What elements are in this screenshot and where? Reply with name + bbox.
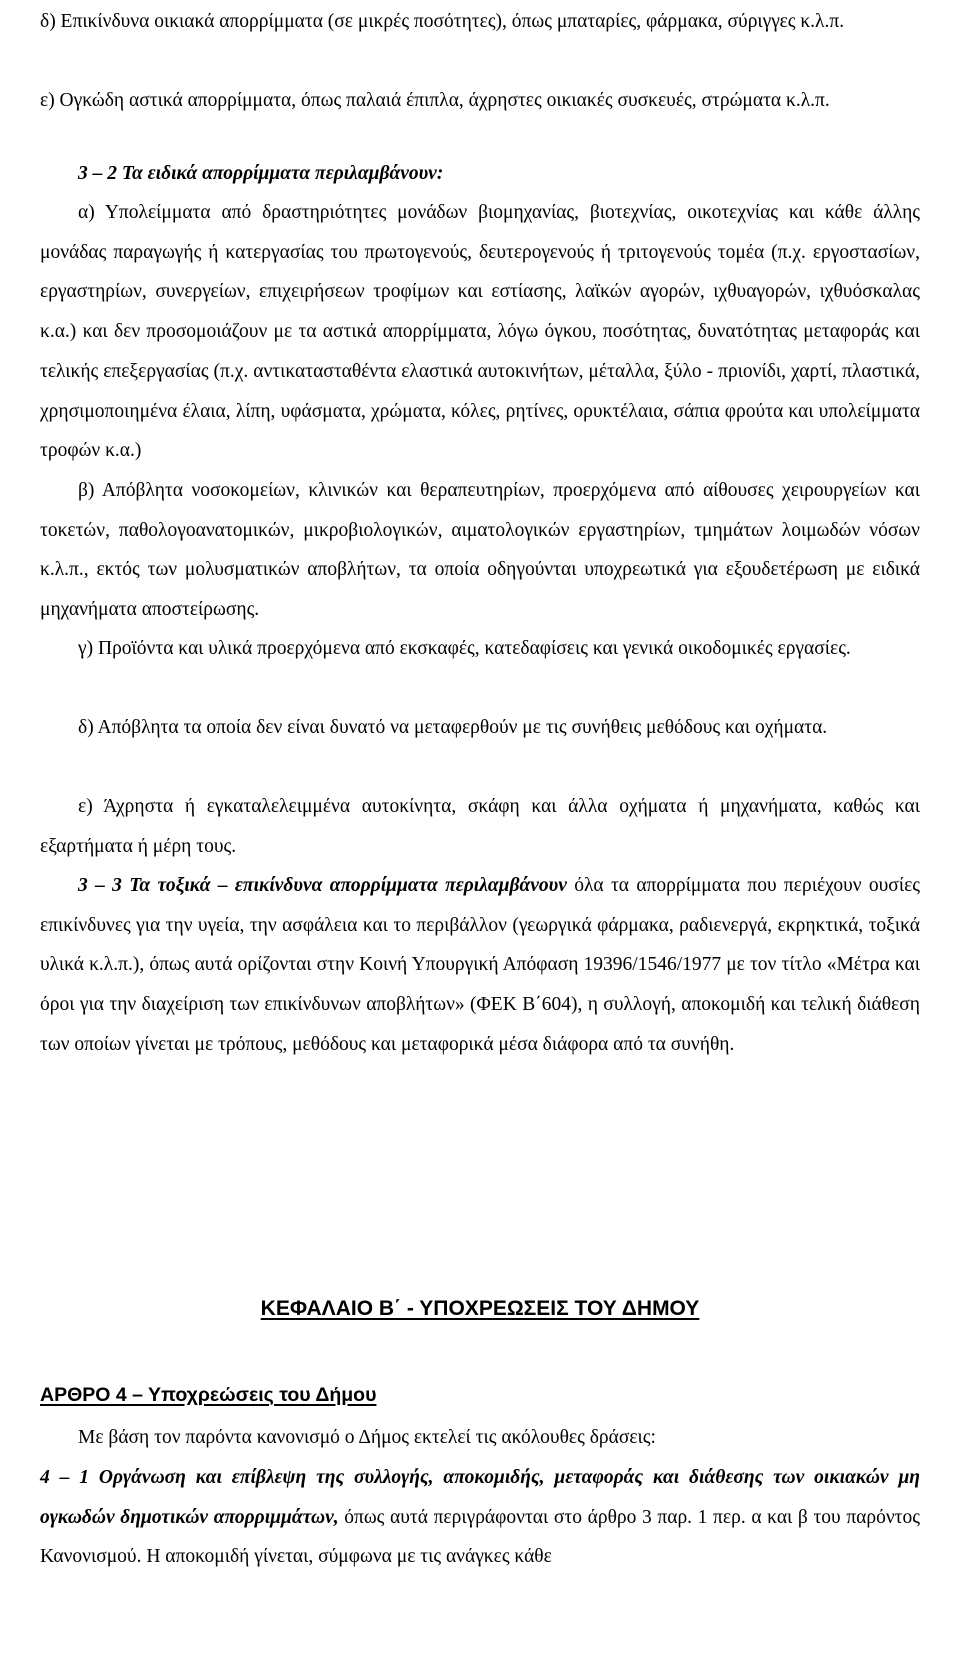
paragraph-3-2-a: α) Υπολείμματα από δραστηριότητες μονάδων βιομηχανίας, βιοτεχνίας, οικοτεχνίας και κάθε άλλης μονάδας παραγωγής ή κατεργασίας του πρωτογενούς, δευτερογενούς ή τριτογενούς τομέα (π.χ. εργοστασίων, εργαστηρίων, συνεργείων, επιχειρήσεων τροφίμων και εστίασης, λαϊκών αγορών, ιχθυαγορών, ιχθυόσκαλας κ.α.) και δεν προσομοιάζουν με τα αστικά απορρίμματα, λόγω όγκου, ποσότητας, δυνατότητας μεταφοράς και τελικής επεξεργασίας (π.χ. αντικατασταθέντα ελαστικά αυτοκινήτων, μέταλλα, ξύλο - πριονίδι, χαρτί, πλαστικά, χρησιμοποιημένα έλαια, λίπη, υφάσματα, χρώματα, κόλες, ρητίνες, ορυκτέλαια, σάπια φρούτα και υπολείμματα τροφών κ.α.) <box>40 202 920 462</box>
paragraph-3-2-b: β) Απόβλητα νοσοκομείων, κλινικών και θεραπευτηρίων, προερχόμενα από αίθουσες χειρουργείων και τοκετών, παθολογοανατομικών, μικροβιολογικών, αιματολογικών εργαστηρίων, τμημάτων λοιμωδών νόσων κ.λ.π., εκτός των μολυσματικών αποβλήτων, τα οποία οδηγούνται υποχρεωτικά για εξουδετέρωση με ειδικά μηχανήματα αποστείρωσης. <box>40 480 920 621</box>
section-3-3-paragraph <box>40 866 920 1065</box>
section-3-3-text: όλα τα απορρίμματα που περιέχουν ουσίες επικίνδυνες για την υγεία, την ασφάλεια και το περιβάλλον (γεωργικά φάρμακα, ραδιενεργά, εκρηκτικά, τοξικά υλικά κ.λ.π.), όπως αυτά ορίζονται στην Κοινή Υπουργική Απόφαση 19396/1546/1977 με τον τίτλο «Μέτρα και όροι για την διαχείριση των επικίνδυνων αποβλήτων» (ΦΕΚ Β΄604), η συλλογή, αποκομιδή και τελική διάθεση των οποίων γίνεται με τρόπους, μεθόδους και μεταφορικά μέσα διάφορα από τα συνήθη. <box>40 875 920 1055</box>
section-3-3-heading: 3 – 3 Τα τοξικά – επικίνδυνα απορρίμματα περιλαμβάνουν <box>78 875 567 896</box>
paragraph-3-2-d: δ) Απόβλητα τα οποία δεν είναι δυνατό να μεταφερθούν με τις συνήθεις μεθόδους και οχήματα. <box>78 717 828 738</box>
section-4-1-paragraph <box>40 1458 920 1577</box>
paragraph-3-2-e: ε) Άχρηστα ή εγκαταλελειμμένα αυτοκίνητα, σκάφη και άλλα οχήματα ή μηχανήματα, καθώς και εξαρτήματα ή μέρη τους. <box>40 796 920 857</box>
section-4-1-text: όπως αυτά περιγράφονται στο άρθρο 3 παρ. 1 περ. α και β του παρόντος Κανονισμού. Η αποκομιδή γίνεται, σύμφωνα με τις ανάγκες κάθε <box>40 1506 920 1568</box>
section-4-1-heading: 4 – 1 Οργάνωση και επίβλεψη της συλλογής, αποκομιδής, μεταφοράς και διάθεσης των οικιακών μη ογκωδών δημοτικών απορριμμάτων, <box>40 1467 920 1528</box>
chapter-title: ΚΕΦΑΛΑΙΟ Β΄ - ΥΠΟΧΡΕΩΣΕΙΣ ΤΟΥ ΔΗΜΟΥ <box>260 1297 700 1320</box>
paragraph-e-bulky-waste: ε) Ογκώδη αστικά απορρίμματα, όπως παλαιά έπιπλα, άχρηστες οικιακές συσκευές, στρώματα κ.λ.π. <box>40 90 830 111</box>
paragraph-3-2-c: γ) Προϊόντα και υλικά προερχόμενα από εκσκαφές, κατεδαφίσεις και γενικά οικοδομικές εργασίες. <box>78 638 851 659</box>
section-3-2-heading: 3 – 2 Τα ειδικά απορρίμματα περιλαμβάνουν: <box>78 163 444 184</box>
article-title: ΑΡΘΡΟ 4 – Υποχρεώσεις του Δήμου <box>40 1384 377 1406</box>
article-intro: Με βάση τον παρόντα κανονισμό ο Δήμος εκτελεί τις ακόλουθες δράσεις: <box>78 1427 656 1448</box>
paragraph-d-household-hazardous: δ) Επικίνδυνα οικιακά απορρίμματα (σε μικρές ποσότητες), όπως μπαταρίες, φάρμακα, σύριγγες κ.λ.π. <box>40 11 845 32</box>
